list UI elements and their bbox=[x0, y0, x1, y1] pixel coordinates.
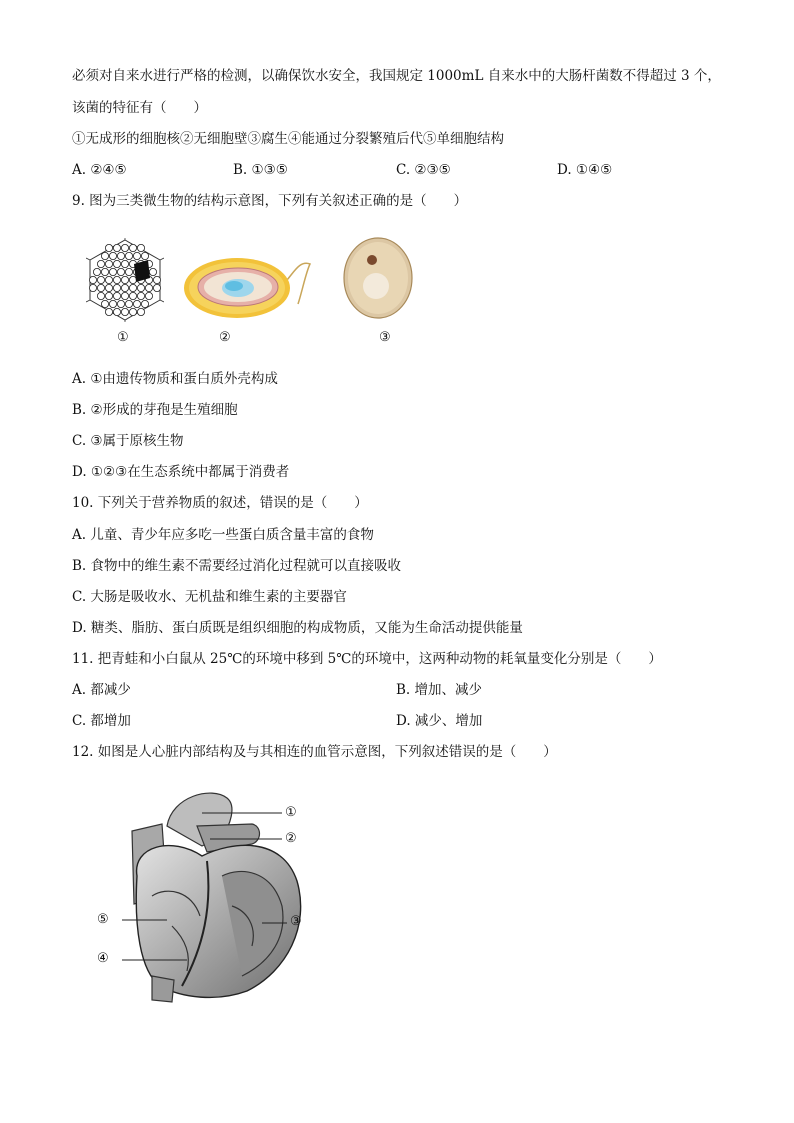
bacterium-illustration bbox=[182, 252, 312, 322]
q10-option-c: C. 大肠是吸收水、无机盐和维生素的主要器官 bbox=[72, 589, 347, 605]
q8-option-c: C. ②③⑤ bbox=[396, 162, 451, 178]
q11-option-d: D. 减少、增加 bbox=[396, 713, 483, 729]
virus-illustration bbox=[86, 238, 164, 322]
q12-label-4: ④ bbox=[97, 951, 109, 966]
q8-stem-line2: 该菌的特征有（ ） bbox=[72, 100, 207, 116]
q11-stem: 11. 把青蛙和小白鼠从 25℃的环境中移到 5℃的环境中，这两种动物的耗氧量变化分别是（ ） bbox=[72, 651, 662, 667]
q9-option-b: B. ②形成的芽孢是生殖细胞 bbox=[72, 402, 238, 418]
q12-label-2: ② bbox=[285, 831, 297, 846]
q10-stem: 10. 下列关于营养物质的叙述，错误的是（ ） bbox=[72, 495, 368, 511]
yeast-cell-illustration bbox=[342, 236, 414, 320]
q10-option-d: D. 糖类、脂肪、蛋白质既是组织细胞的构成物质，又能为生命活动提供能量 bbox=[72, 620, 523, 636]
q11-option-b: B. 增加、减少 bbox=[396, 682, 483, 698]
q10-option-b: B. 食物中的维生素不需要经过消化过程就可以直接吸收 bbox=[72, 558, 402, 574]
q11-option-c: C. 都增加 bbox=[72, 713, 131, 729]
q12-stem: 12. 如图是人心脏内部结构及与其相连的血管示意图，下列叙述错误的是（ ） bbox=[72, 744, 557, 760]
q9-option-a: A. ①由遗传物质和蛋白质外壳构成 bbox=[72, 371, 278, 387]
q8-option-a: A. ②④⑤ bbox=[72, 162, 127, 178]
q9-option-d: D. ①②③在生态系统中都属于消费者 bbox=[72, 464, 290, 480]
q9-figure-label-2: ② bbox=[219, 330, 231, 345]
q9-figure-label-1: ① bbox=[117, 330, 129, 345]
q9-option-c: C. ③属于原核生物 bbox=[72, 433, 184, 449]
q8-option-b: B. ①③⑤ bbox=[233, 162, 288, 178]
q8-option-d: D. ①④⑤ bbox=[557, 162, 613, 178]
q10-option-a: A. 儿童、青少年应多吃一些蛋白质含量丰富的食物 bbox=[72, 527, 374, 543]
q9-figure-label-3: ③ bbox=[379, 330, 391, 345]
q8-stem-line1: 必须对自来水进行严格的检测，以确保饮水安全，我国规定 1000mL 自来水中的大肠杆菌数不得超过 3 个， bbox=[72, 68, 721, 84]
q8-features: ①无成形的细胞核②无细胞壁③腐生④能通过分裂繁殖后代⑤单细胞结构 bbox=[72, 131, 504, 147]
q9-stem: 9. 图为三类微生物的结构示意图，下列有关叙述正确的是（ ） bbox=[72, 193, 468, 209]
q12-label-3: ③ bbox=[290, 914, 302, 929]
q12-label-1: ① bbox=[285, 805, 297, 820]
q11-option-a: A. 都减少 bbox=[72, 682, 131, 698]
q12-label-5: ⑤ bbox=[97, 912, 109, 927]
